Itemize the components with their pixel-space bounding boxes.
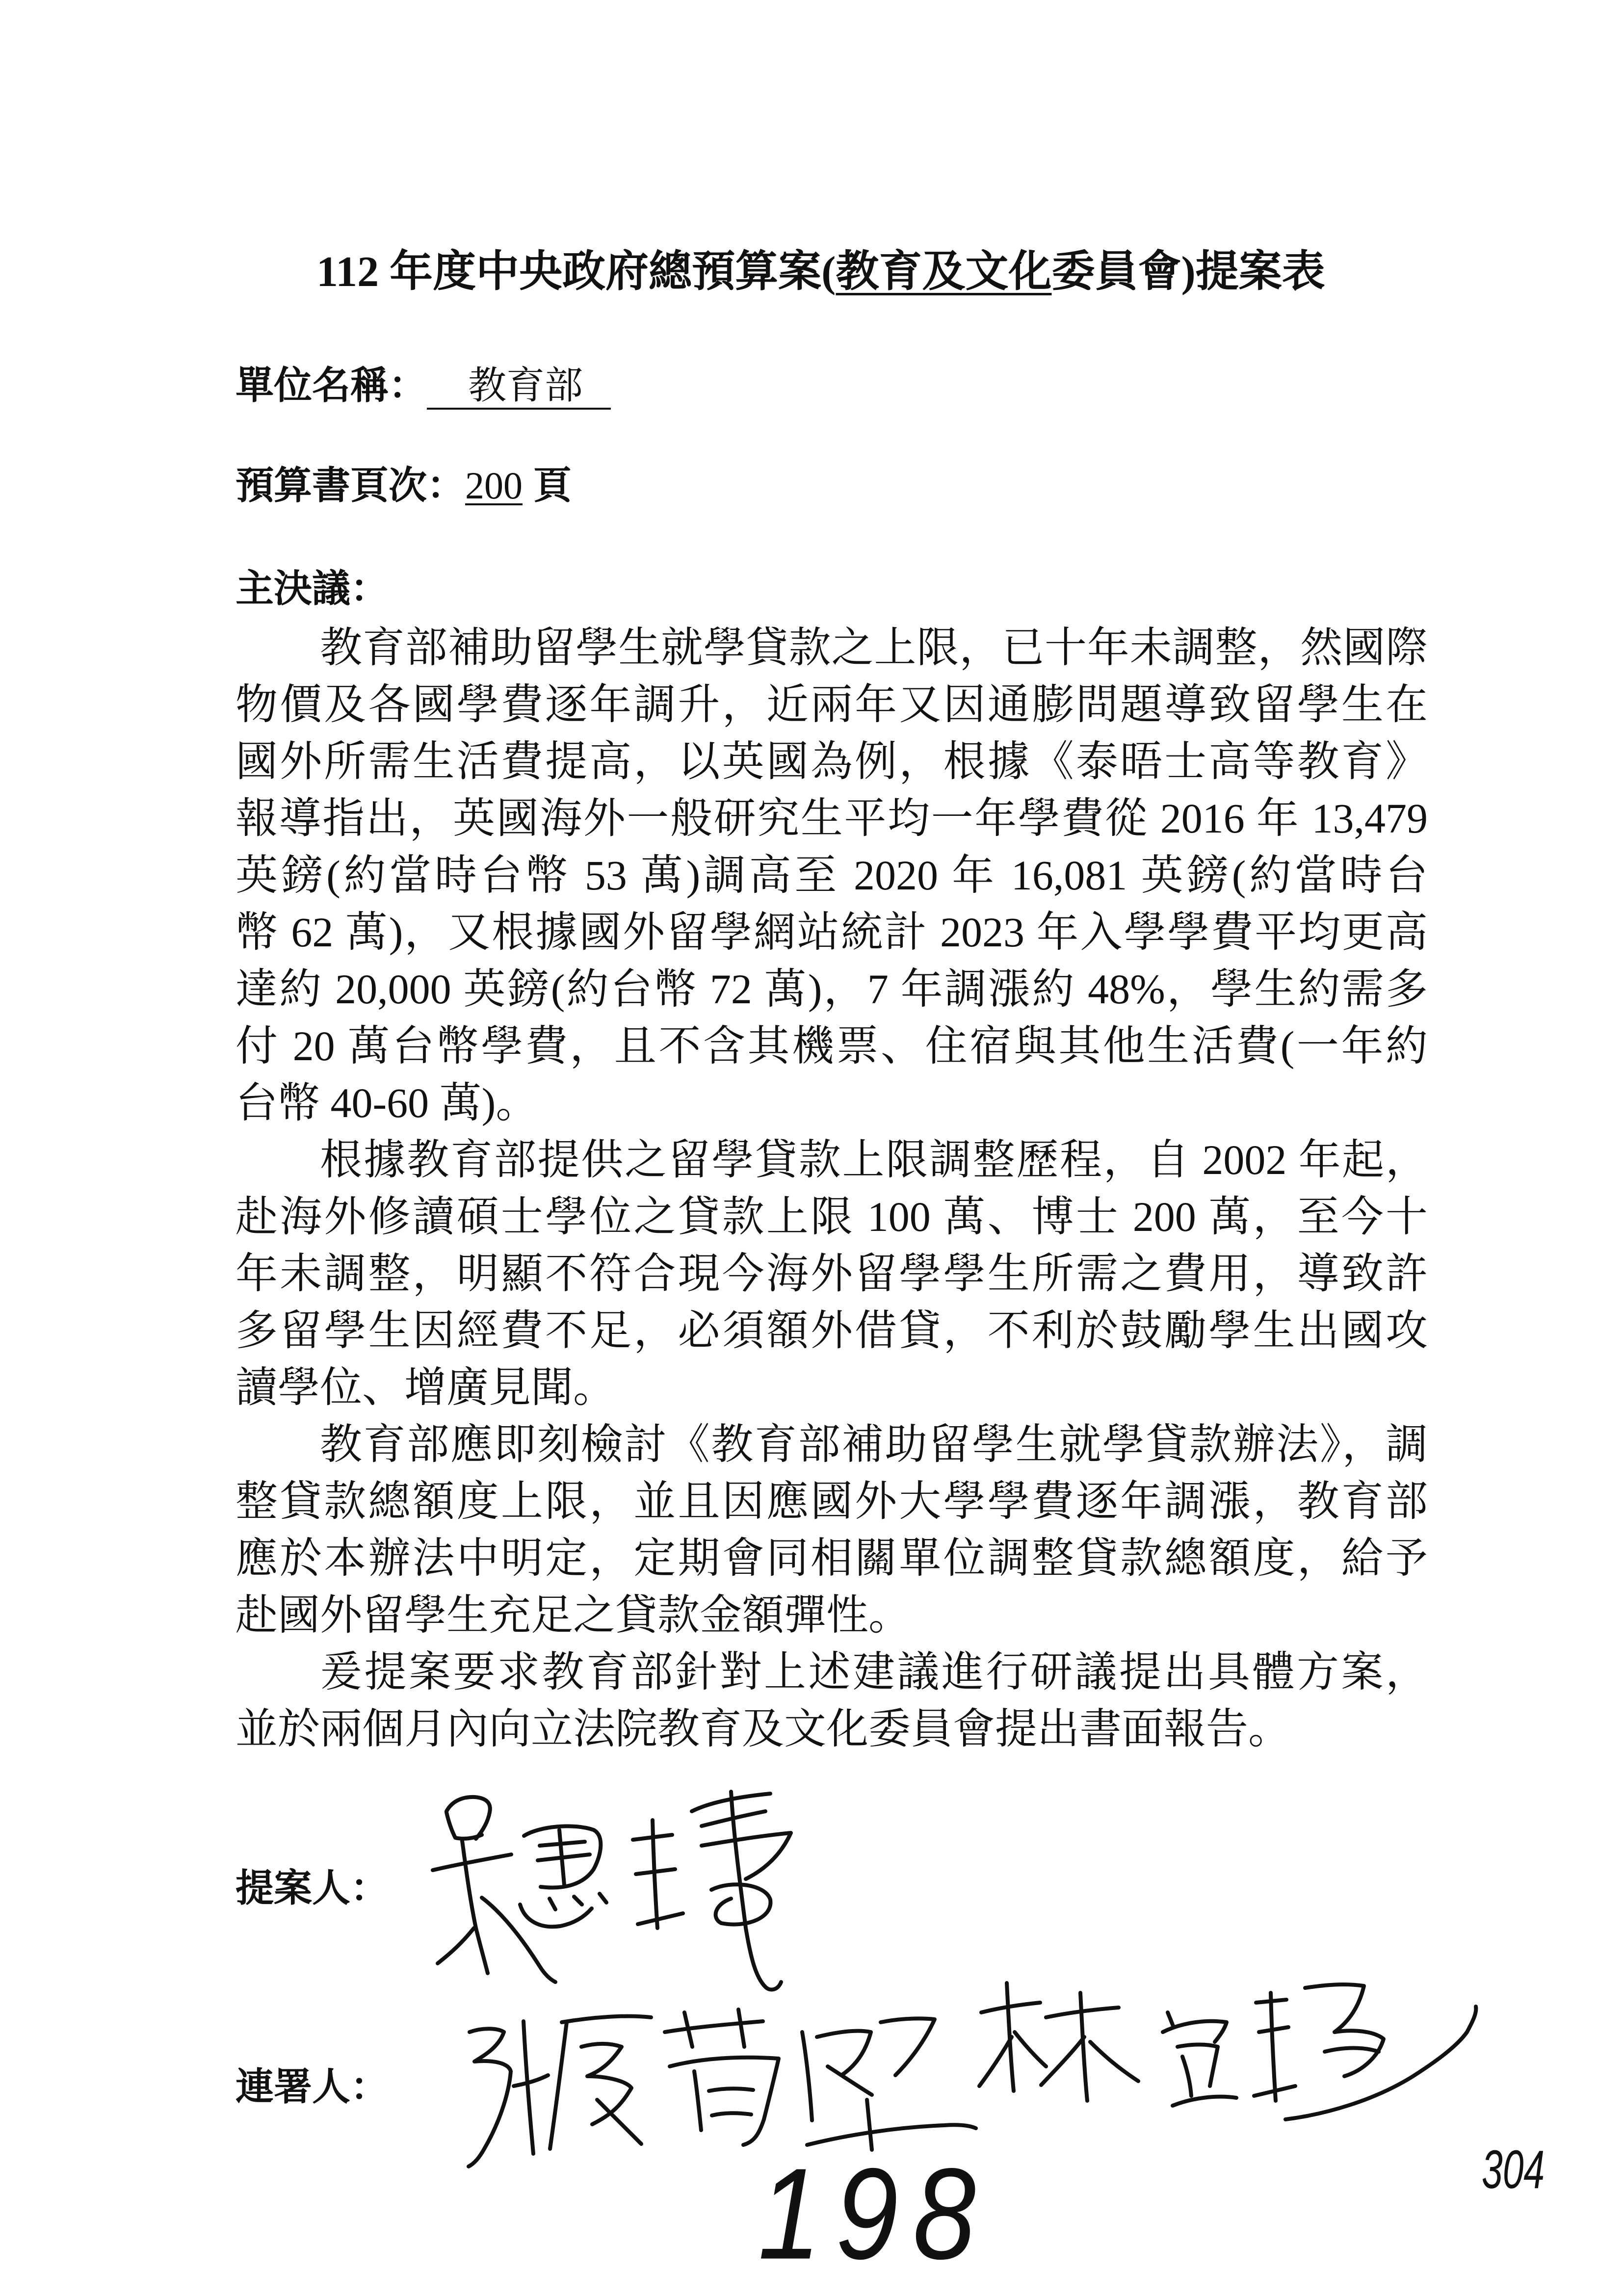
text-line: 達約 20,000 英鎊(約台幣 72 萬)，7 年調漲約 48%，學生約需多 [236,965,1428,1013]
text-line: 台幣 40-60 萬)。 [236,1079,538,1126]
signature-stroke [979,1983,1138,2101]
text-line: 應於本辦法中明定，定期會同相關單位調整貸款總額度，給予 [236,1535,1428,1582]
unit-row [236,364,611,410]
signature-stroke [1254,1984,1476,2119]
paragraph [236,1416,1428,1644]
paragraph [236,619,1428,1131]
text-line: 赴海外修讀碩士學位之貸款上限 100 萬、博士 200 萬，至今十 [236,1193,1428,1240]
proposer-signature [427,1781,810,1997]
cosigner-row [236,2065,389,2109]
signature-stroke [469,2021,548,2166]
document-title [316,245,1325,299]
text-line: 爰提案要求教育部針對上述建議進行研議提出具體方案， [320,1648,1428,1696]
text-line: 付 20 萬台幣學費，且不含其機票、住宿與其他生活費(一年約 [236,1022,1428,1070]
budget-page-label: 預算書頁次： [236,464,466,507]
proposer-label: 提案人： [236,1867,389,1909]
text-line: 英鎊(約當時台幣 53 萬)調高至 2020 年 16,081 英鎊(約當時台 [236,852,1428,899]
cosigner-label: 連署人： [236,2065,389,2108]
text-line: 教育部補助留學生就學貸款之上限，已十年未調整，然國際 [320,624,1428,671]
cosigner-signature-2 [971,1972,1479,2127]
budget-page-value: 200 [465,464,523,507]
text-line: 物價及各國學費逐年調升，近兩年又因通膨問題導致留學生在 [236,681,1428,728]
handwritten-page-number: 198 [758,2141,991,2286]
signature-stroke [633,1792,791,1989]
title-suffix: 委員會)提案表 [1051,248,1325,296]
handwritten-corner-number: 304 [1482,2139,1545,2200]
text-line: 根據教育部提供之留學貸款上限調整歷程，自 2002 年起， [320,1136,1428,1183]
text-line: 多留學生因經費不足，必須額外借貸，不利於鼓勵學生出國攻 [236,1307,1428,1354]
paragraph [236,1644,1428,1757]
text-line: 報導指出，英國海外一般研究生平均一年學費從 2016 年 13,479 [236,795,1428,842]
text-line: 國外所需生活費提高，以英國為例，根據《泰晤士高等教育》 [236,738,1428,785]
signature-stroke [1163,2012,1236,2106]
title-prefix: 112 年度中央政府總預算案( [316,248,836,296]
resolution-heading [236,567,389,611]
signature-stroke [665,2009,779,2145]
signature-stroke [802,2018,976,2150]
signature-stroke [550,2016,651,2149]
text-line: 讀學位、增廣見聞。 [236,1364,615,1411]
budget-page-row [236,464,572,508]
resolution-label: 主決議： [236,567,389,610]
text-line: 幣 62 萬)，又根據國外留學網站統計 2023 年入學學費平均更高 [236,909,1428,956]
resolution-body [236,619,1428,1757]
signature-stroke [446,1797,490,1839]
title-committee: 教育及文化 [836,248,1052,296]
budget-page-unit: 頁 [533,464,572,507]
signature-stroke [520,1826,606,1927]
text-line: 並於兩個月內向立法院教育及文化委員會提出書面報告。 [236,1705,1290,1752]
proposer-row [236,1866,389,1910]
text-line: 年未調整，明顯不符合現今海外留學學生所需之費用，導致許 [236,1250,1428,1297]
text-line: 赴國外留學生充足之貸款金額彈性。 [236,1592,911,1639]
paragraph [236,1131,1428,1416]
unit-value: 教育部 [427,364,611,410]
text-line: 整貸款總額度上限，並且因應國外大學學費逐年調漲，教育部 [236,1478,1428,1525]
unit-label: 單位名稱： [236,364,427,407]
text-line: 教育部應即刻檢討《教育部補助留學生就學貸款辦法》，調 [320,1421,1428,1468]
